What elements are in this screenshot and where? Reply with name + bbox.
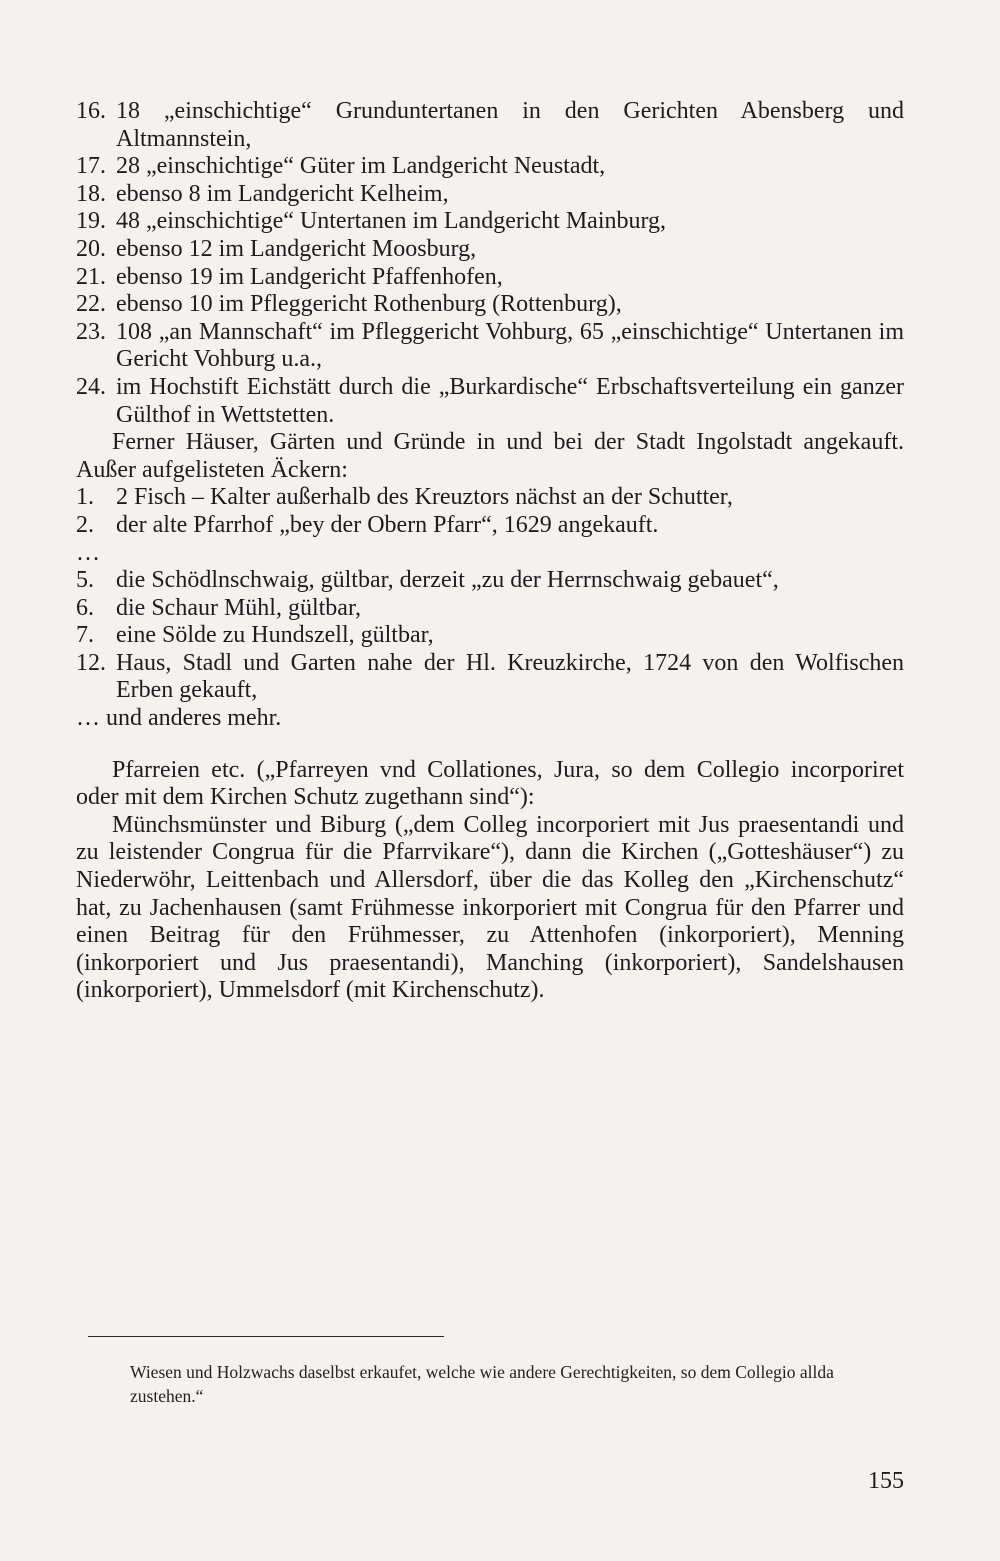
list-item-number: 18.: [76, 180, 106, 207]
list-item-text: ebenso 10 im Pfleggericht Rothenburg (Rottenburg),: [116, 291, 622, 318]
list-item-text: ebenso 8 im Landgericht Kelheim,: [116, 180, 449, 207]
list-item: [76, 512, 904, 540]
list-item-number: 17.: [76, 153, 106, 180]
list-item-text: 48 „einschichtige“ Untertanen im Landgericht Mainburg,: [116, 208, 667, 235]
list-item: [76, 484, 904, 512]
list-item: [76, 595, 904, 623]
list-item-number: 20.: [76, 235, 106, 262]
list-item: [76, 650, 904, 705]
list-item: [76, 567, 904, 595]
list-item-number: 2.: [76, 511, 94, 538]
list-item: [76, 264, 904, 292]
list-item-text: 18 „einschichtige“ Grunduntertanen in den Gerichten Abensberg und Altmannstein,: [116, 98, 904, 152]
paragraph-pfarreien: Pfarreien etc. („Pfarreyen vnd Collationes, Jura, so dem Collegio incorporiret oder mit dem Kirchen Schutz zugethann sind“):: [76, 756, 904, 811]
list-item-text: ebenso 12 im Landgericht Moosburg,: [116, 235, 477, 262]
main-text-block: [76, 98, 904, 1005]
list-item: [76, 236, 904, 264]
list-item-number: 16.: [76, 98, 106, 124]
paragraph-muenchsmuenster: Münchsmünster und Biburg („dem Colleg incorporiert mit Jus praesentandi und zu leistender Congrua für die Pfarrvikare“), dann die Kirchen („Gotteshäuser“) zu Niederwöhr, Leittenbach und Allersdorf, über die das Kolleg den „Kirchenschutz“ hat, zu Jachenhausen (samt Frühmesse inkorporiert mit Congrua für den Pfarrer und einen Beitrag für den Frühmesser, zu Attenhofen (inkorporiert), Menning (inkorporiert und Jus praesentandi), Manching (inkorporiert), Sandelshausen (inkorporiert), Ummelsdorf (mit Kirchenschutz).: [76, 811, 904, 1004]
list-item-text: die Schaur Mühl, gültbar,: [116, 594, 361, 621]
list-item: [76, 622, 904, 650]
list-item: [76, 181, 904, 209]
list-ingolstadt-properties-continued: [76, 567, 904, 705]
footnote-separator: [88, 1336, 444, 1337]
paragraph-gap: [76, 733, 904, 757]
list-item-text: der alte Pfarrhof „bey der Obern Pfarr“, 1629 angekauft.: [116, 511, 659, 538]
list-item: [76, 208, 904, 236]
list-item-number: 23.: [76, 318, 106, 345]
list-item-number: 21.: [76, 263, 106, 290]
list-item-number: 24.: [76, 373, 106, 400]
list-item: [76, 153, 904, 181]
list-item-number: 7.: [76, 622, 94, 649]
ellipsis-line: …: [76, 539, 100, 566]
list-item-number: 12.: [76, 649, 106, 676]
list-item-text: 2 Fisch – Kalter außerhalb des Kreuztors nächst an der Schutter,: [116, 484, 733, 511]
list-item: [76, 319, 904, 374]
footnote-text: Wiesen und Holzwachs daselbst erkaufet, welche wie andere Gerechtigkeiten, so dem Collegio allda zustehen.“: [130, 1362, 834, 1406]
list-item-number: 19.: [76, 208, 106, 235]
list-item: [76, 291, 904, 319]
list-item-text: eine Sölde zu Hundszell, gültbar,: [116, 622, 434, 649]
list-item: [76, 374, 904, 429]
list-item-text: 108 „an Mannschaft“ im Pfleggericht Vohburg, 65 „einschichtige“ Untertanen im Gericht Vohburg u.a.,: [116, 318, 904, 373]
list-item-number: 5.: [76, 567, 94, 594]
list-item-text: Haus, Stadl und Garten nahe der Hl. Kreuzkirche, 1724 von den Wolfischen Erben gekauft,: [116, 649, 904, 704]
list-item-text: im Hochstift Eichstätt durch die „Burkardische“ Erbschaftsverteilung ein ganzer Gülthof in Wettstetten.: [116, 373, 904, 428]
list-item-number: 6.: [76, 594, 94, 621]
list-holdings-continued: [76, 98, 904, 429]
list-ingolstadt-properties: [76, 484, 904, 539]
list-item-text: ebenso 19 im Landgericht Pfaffenhofen,: [116, 263, 503, 290]
page-number: 155: [868, 1468, 904, 1494]
list-item-text: die Schödlnschwaig, gültbar, derzeit „zu der Herrnschwaig gebauet“,: [116, 567, 779, 594]
list-item-text: 28 „einschichtige“ Güter im Landgericht Neustadt,: [116, 153, 606, 180]
paragraph-ferner: Ferner Häuser, Gärten und Gründe in und bei der Stadt Ingolstadt angekauft. Außer aufgelisteten Äckern:: [76, 429, 904, 483]
ellipsis-and-more: … und anderes mehr.: [76, 705, 282, 732]
list-item: [76, 98, 904, 153]
list-item-number: 22.: [76, 291, 106, 318]
list-item-number: 1.: [76, 484, 94, 511]
